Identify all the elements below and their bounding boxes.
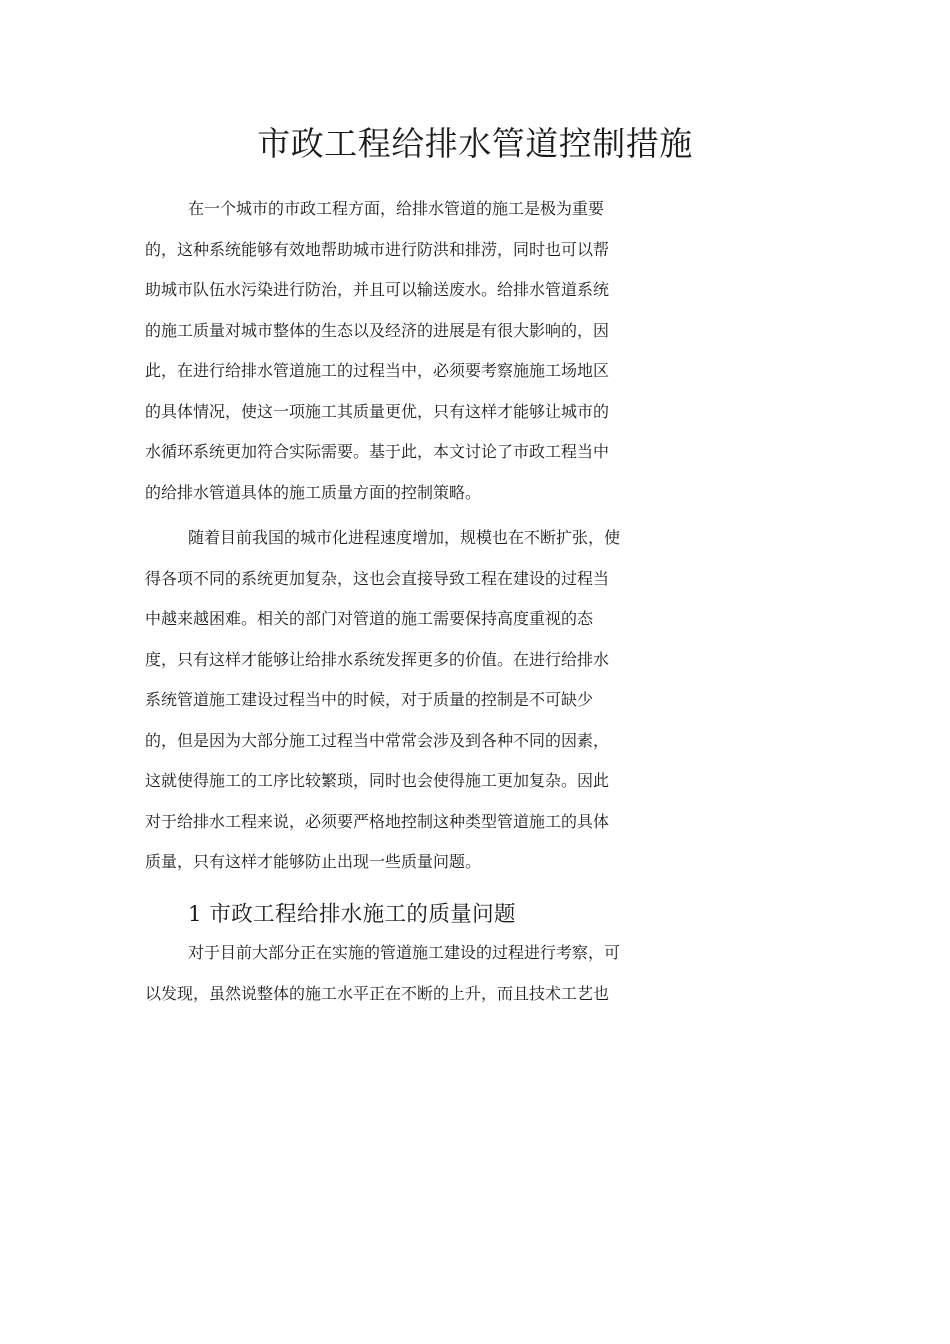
text-line: 的施工质量对城市整体的生态以及经济的进展是有很大影响的，因 <box>145 320 610 340</box>
document-title: 市政工程给排水管道控制措施 <box>257 124 693 163</box>
text-line: 得各项不同的系统更加复杂，这也会直接导致工程在建设的过程当 <box>145 568 610 588</box>
paragraph-intro <box>145 196 795 520</box>
text-line: 对于目前大部分正在实施的管道施工建设的过程进行考察，可 <box>188 943 621 962</box>
text-line: 对于给排水工程来说，必须要严格地控制这种类型管道施工的具体 <box>145 811 610 831</box>
text-line: 度，只有这样才能够让给排水系统发挥更多的价值。在进行给排水 <box>145 649 610 669</box>
text-line: 质量，只有这样才能够防止出现一些质量问题。 <box>145 852 482 871</box>
text-line: 的，这种系统能够有效地帮助城市进行防洪和排涝，同时也可以帮 <box>145 239 610 259</box>
text-line: 此，在进行给排水管道施工的过程当中，必须要考察施施工场地区 <box>145 361 610 380</box>
text-line: 随着目前我国的城市化进程速度增加，规模也在不断扩张，使 <box>188 528 621 547</box>
text-line: 在一个城市的市政工程方面，给排水管道的施工是极为重要 <box>188 199 605 218</box>
section-heading: 1 市政工程给排水施工的质量问题 <box>188 901 516 927</box>
paragraph-background <box>145 525 795 890</box>
text-line: 水循环系统更加符合实际需要。基于此，本文讨论了市政工程当中 <box>145 442 610 461</box>
paragraph-section-1 <box>145 940 795 1021</box>
text-line: 助城市队伍水污染进行防治，并且可以输送废水。给排水管道系统 <box>145 280 610 299</box>
text-line: 的给排水管道具体的施工质量方面的控制策略。 <box>145 482 482 502</box>
text-line: 以发现，虽然说整体的施工水平正在不断的上升，而且技术工艺也 <box>145 983 610 1003</box>
text-line: 这就使得施工的工序比较繁琐，同时也会使得施工更加复杂。因此 <box>145 771 610 790</box>
text-line: 的具体情况，使这一项施工其质量更优，只有这样才能够让城市的 <box>145 401 610 421</box>
text-line: 的，但是因为大部分施工过程当中常常会涉及到各种不同的因素， <box>145 730 610 750</box>
text-line: 中越来越困难。相关的部门对管道的施工需要保持高度重视的态 <box>145 609 594 628</box>
text-line: 系统管道施工建设过程当中的时候，对于质量的控制是不可缺少 <box>145 690 594 709</box>
document-body <box>145 196 795 1021</box>
